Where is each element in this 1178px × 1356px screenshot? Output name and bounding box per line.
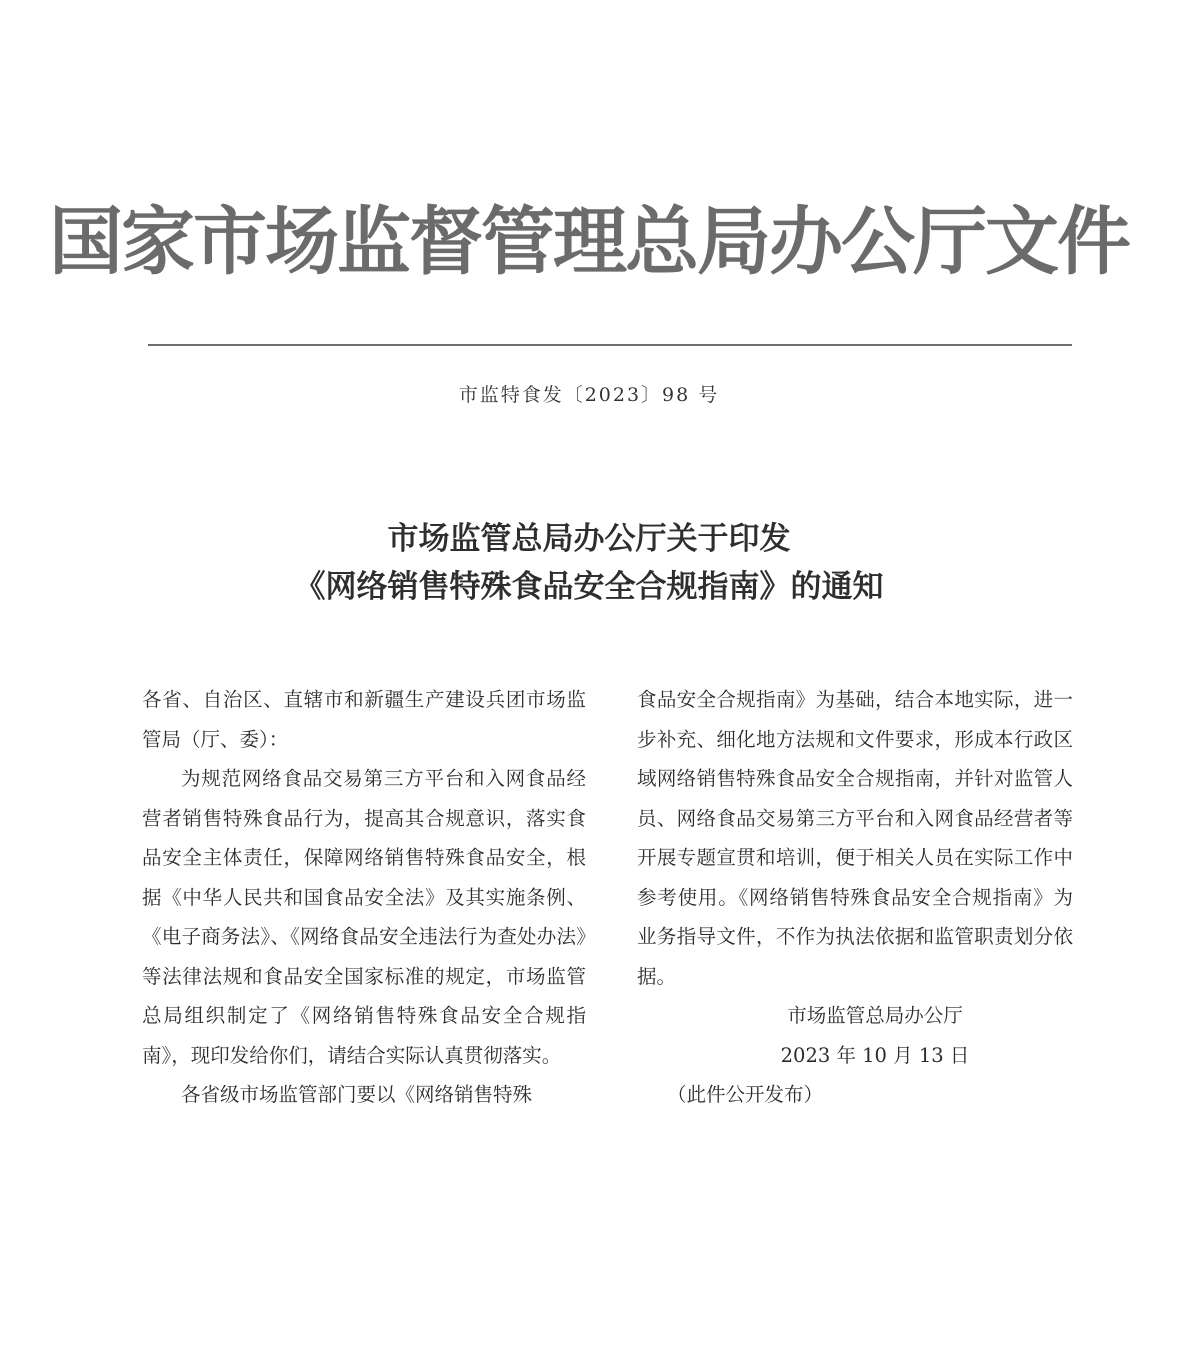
left-column	[142, 680, 586, 1115]
body-paragraph-2-continued: 食品安全合规指南》为基础，结合本地实际，进一步补充、细化地方法规和文件要求，形成本行政区域网络销售特殊食品安全合规指南，并针对监管人员、网络食品交易第三方平台和入网食品经营者等开展专题宣贯和培训，便于相关人员在实际工作中参考使用。《网络销售特殊食品安全合规指南》为业务指导文件，不作为执法依据和监管职责划分依据。	[637, 688, 1073, 988]
right-column	[637, 680, 1073, 1115]
signature-office: 市场监管总局办公厅	[787, 1004, 963, 1027]
notice-title-line1: 市场监管总局办公厅关于印发	[387, 521, 791, 557]
body-paragraph-1: 为规范网络食品交易第三方平台和入网食品经营者销售特殊食品行为，提高其合规意识，落实食品安全主体责任，保障网络销售特殊食品安全，根据《中华人民共和国食品安全法》及其实施条例、《电子商务法》、《网络食品安全违法行为查处办法》等法律法规和食品安全国家标准的规定，市场监管总局组织制定了《网络销售特殊食品安全合规指南》，现印发给你们，请结合实际认真贯彻落实。	[142, 767, 586, 1067]
signature-date: 2023 年 10 月 13 日	[780, 1043, 970, 1067]
header-divider	[148, 344, 1072, 346]
document-number: 市监特食发〔2023〕98 号	[458, 384, 720, 406]
publish-note: （此件公开发布）	[667, 1083, 824, 1106]
notice-title	[0, 515, 1178, 611]
body-paragraph-2-start: 各省级市场监管部门要以《网络销售特殊	[181, 1083, 533, 1106]
issuer-title: 国家市场监督管理总局办公厅文件	[49, 199, 1129, 285]
addressee: 各省、自治区、直辖市和新疆生产建设兵团市场监管局（厅、委）：	[142, 688, 586, 751]
notice-title-line2: 《网络销售特殊食品安全合规指南》的通知	[294, 569, 884, 605]
